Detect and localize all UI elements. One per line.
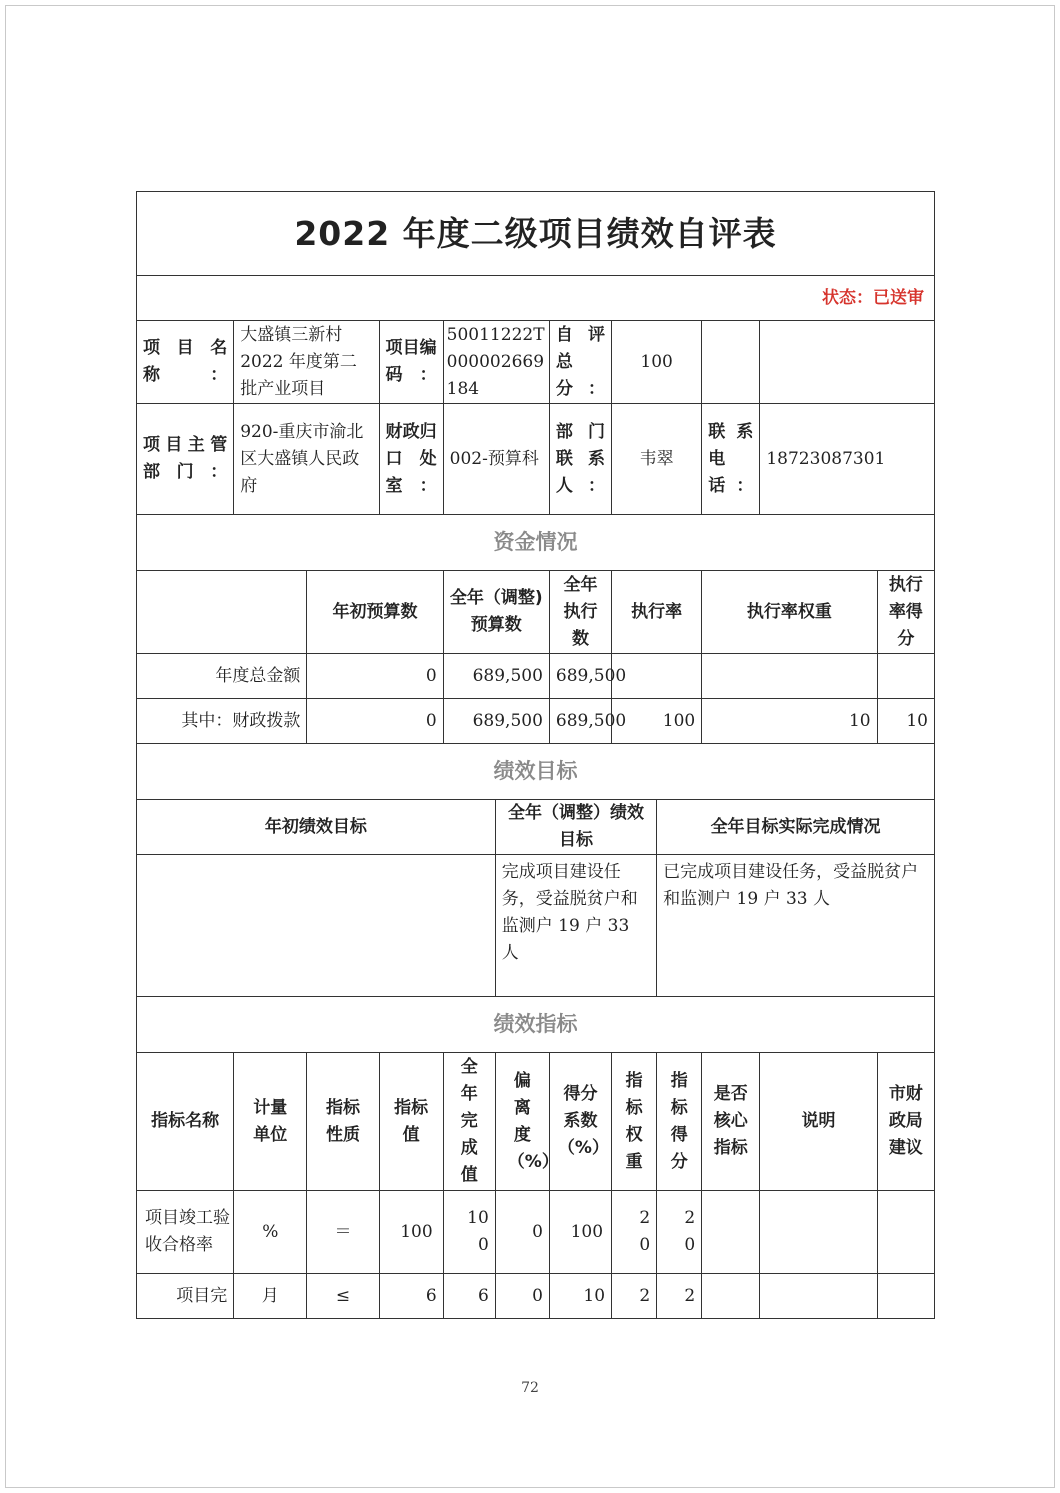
funds-header-adjusted-budget: 全年（调整)预算数	[443, 571, 549, 654]
funds-header-execution-rate: 执行率	[612, 571, 702, 654]
project-code-value: 50011222T000002669184	[443, 321, 549, 404]
indicator-cell	[877, 1274, 934, 1319]
indicator-header: 是否核心指标	[702, 1053, 760, 1191]
indicator-cell: 2	[657, 1274, 702, 1319]
indicator-cell: ≤	[307, 1274, 379, 1319]
department-label: 项目主管部门：	[137, 404, 234, 515]
empty-cell	[702, 321, 760, 404]
goals-section-title: 绩效目标	[137, 744, 935, 800]
contact-person-value: 韦翠	[612, 404, 702, 515]
goals-header-actual: 全年目标实际完成情况	[657, 800, 935, 855]
indicator-cell: 6	[443, 1274, 495, 1319]
funds-cell: 689,500	[549, 699, 611, 744]
department-value: 920-重庆市渝北区大盛镇人民政府	[234, 404, 379, 515]
goals-header-adjusted: 全年（调整）绩效目标	[495, 800, 656, 855]
indicator-cell	[702, 1274, 760, 1319]
phone-value: 18723087301	[760, 404, 935, 515]
indicator-cell: ＝	[307, 1191, 379, 1274]
funds-cell	[877, 654, 934, 699]
goals-header-initial: 年初绩效目标	[137, 800, 496, 855]
project-code-label: 项目编码：	[379, 321, 443, 404]
indicator-cell	[760, 1191, 877, 1274]
funds-cell	[702, 654, 877, 699]
funds-cell: 0	[307, 699, 443, 744]
indicator-cell: 20	[657, 1191, 702, 1274]
indicator-header: 说明	[760, 1053, 877, 1191]
indicator-cell: 10	[549, 1274, 611, 1319]
indicator-cell: 0	[495, 1274, 549, 1319]
funds-cell: 0	[307, 654, 443, 699]
project-name-value: 大盛镇三新村 2022 年度第二批产业项目	[234, 321, 379, 404]
indicator-header: 市财政局建议	[877, 1053, 934, 1191]
funds-row-label: 年度总金额	[137, 654, 307, 699]
score-value: 100	[612, 321, 702, 404]
indicator-cell: 100	[379, 1191, 443, 1274]
funds-cell: 10	[877, 699, 934, 744]
page-number: 72	[521, 1380, 539, 1396]
finance-office-label: 财政归口处室：	[379, 404, 443, 515]
funds-cell: 100	[612, 699, 702, 744]
project-name-label: 项目名称：	[137, 321, 234, 404]
funds-header-executed: 全年执行数	[549, 571, 611, 654]
indicator-cell: 2	[612, 1274, 657, 1319]
funds-header	[137, 571, 307, 654]
funds-section-title: 资金情况	[137, 515, 935, 571]
indicator-header: 指标权重	[612, 1053, 657, 1191]
indicator-header: 偏离度（%）	[495, 1053, 549, 1191]
funds-row-label: 其中：财政拨款	[137, 699, 307, 744]
contact-person-label: 部门联系人：	[549, 404, 611, 515]
indicator-cell	[877, 1191, 934, 1274]
empty-cell	[760, 321, 935, 404]
indicator-cell: 100	[443, 1191, 495, 1274]
funds-header-rate-weight: 执行率权重	[702, 571, 877, 654]
indicator-header: 指标得分	[657, 1053, 702, 1191]
indicator-cell: %	[234, 1191, 307, 1274]
indicators-section-title: 绩效指标	[137, 997, 935, 1053]
finance-office-value: 002-预算科	[443, 404, 549, 515]
funds-cell: 689,500	[443, 654, 549, 699]
indicator-cell: 6	[379, 1274, 443, 1319]
phone-label: 联系电话：	[702, 404, 760, 515]
funds-header-initial-budget: 年初预算数	[307, 571, 443, 654]
form-title: 2022 年度二级项目绩效自评表	[137, 192, 935, 276]
indicator-cell	[702, 1191, 760, 1274]
indicator-header: 全年完成值	[443, 1053, 495, 1191]
indicator-cell	[760, 1274, 877, 1319]
indicator-cell: 月	[234, 1274, 307, 1319]
indicator-header: 指标名称	[137, 1053, 234, 1191]
indicator-header: 指标性质	[307, 1053, 379, 1191]
score-label: 自评总分：	[549, 321, 611, 404]
funds-header-rate-score: 执行率得分	[877, 571, 934, 654]
indicator-name: 项目完	[137, 1274, 234, 1319]
funds-cell: 689,500	[443, 699, 549, 744]
funds-cell: 689,500	[549, 654, 611, 699]
indicator-cell: 20	[612, 1191, 657, 1274]
funds-cell: 10	[702, 699, 877, 744]
indicator-header: 得分系数（%）	[549, 1053, 611, 1191]
goals-actual-value: 已完成项目建设任务，受益脱贫户和监测户 19 户 33 人	[657, 855, 935, 997]
indicator-cell: 0	[495, 1191, 549, 1274]
indicator-cell: 100	[549, 1191, 611, 1274]
indicator-header: 计量单位	[234, 1053, 307, 1191]
indicator-name: 项目竣工验收合格率	[137, 1191, 234, 1274]
goals-initial-value	[137, 855, 496, 997]
performance-self-evaluation-table	[136, 191, 935, 1319]
status-badge: 状态：已送审	[137, 276, 935, 321]
goals-adjusted-value: 完成项目建设任务，受益脱贫户和监测户 19 户 33 人	[495, 855, 656, 997]
indicator-header: 指标值	[379, 1053, 443, 1191]
